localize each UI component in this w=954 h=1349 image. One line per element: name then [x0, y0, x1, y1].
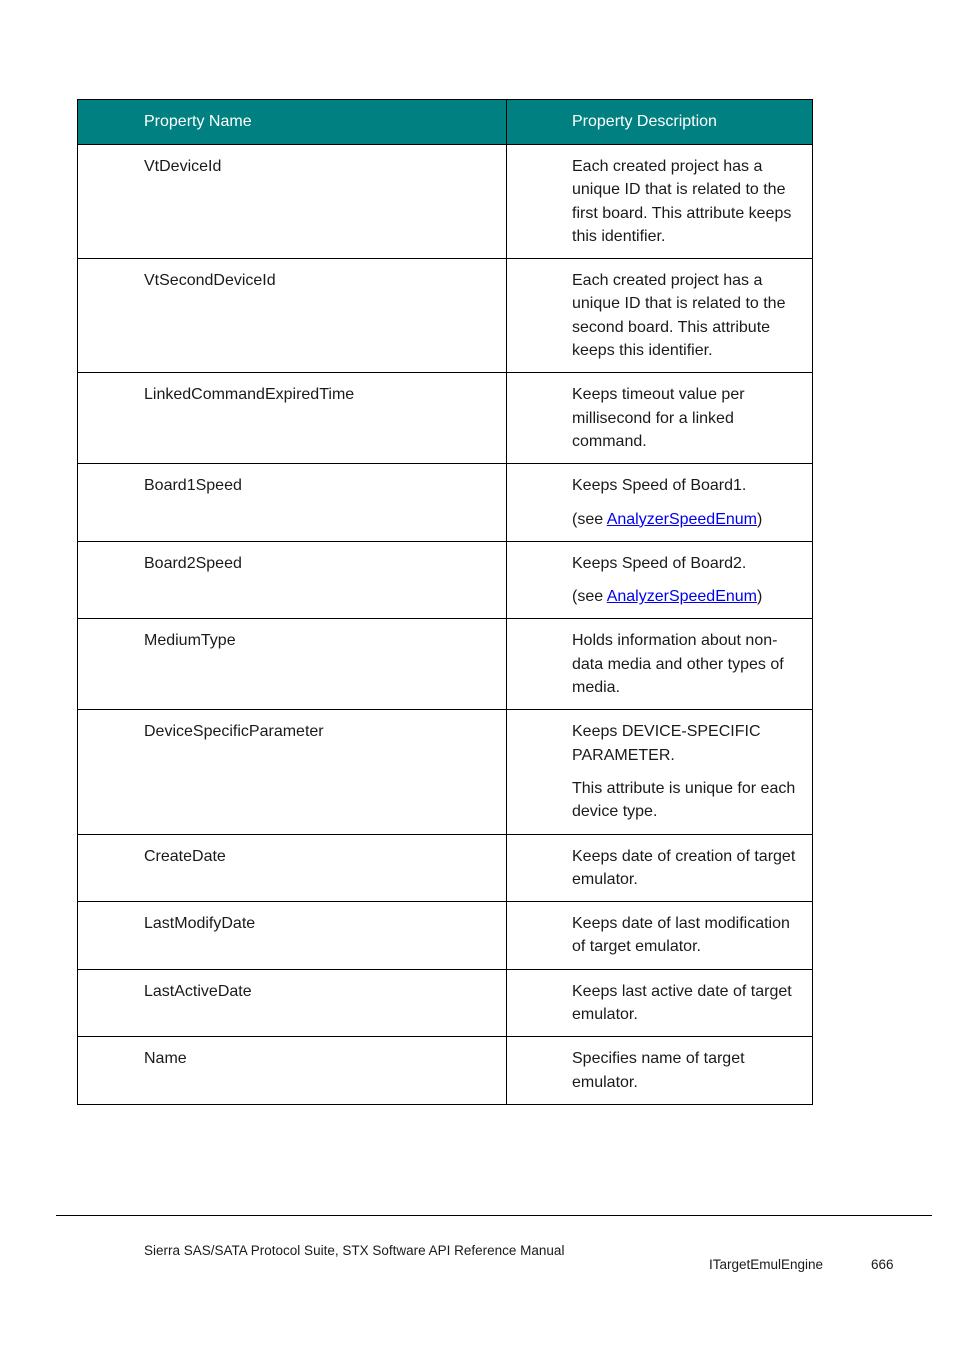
description-paragraph: Keeps DEVICE-SPECIFIC PARAMETER.	[572, 723, 761, 764]
footer-manual-title: Sierra SAS/SATA Protocol Suite, STX Software API Reference Manual	[144, 1243, 565, 1258]
property-description-cell	[507, 259, 813, 373]
property-name-cell: LastActiveDate	[78, 969, 507, 1037]
footer-divider	[56, 1215, 932, 1216]
description-paragraph: Keeps Speed of Board2.	[572, 554, 747, 572]
property-name-cell: VtSecondDeviceId	[78, 259, 507, 373]
property-name-cell: MediumType	[78, 619, 507, 710]
footer-section-name: ITargetEmulEngine	[709, 1257, 824, 1272]
table-row	[78, 710, 813, 834]
table-row	[78, 259, 813, 373]
description-paragraph: This attribute is unique for each device type.	[572, 779, 796, 821]
see-also-suffix: )	[757, 510, 763, 528]
see-also-prefix: (see	[572, 588, 607, 606]
property-description-cell	[507, 969, 813, 1037]
column-header-property-description: Property Description	[507, 100, 813, 145]
description-paragraph: Keeps Speed of Board1.	[572, 477, 747, 495]
property-name-cell: DeviceSpecificParameter	[78, 710, 507, 834]
description-paragraph: Keeps timeout value per millisecond for a linked command.	[572, 386, 745, 450]
table-row	[78, 902, 813, 970]
property-description-cell	[507, 619, 813, 710]
column-header-property-name: Property Name	[78, 100, 507, 145]
table-row	[78, 1037, 813, 1105]
property-name-cell: Board1Speed	[78, 464, 507, 542]
property-name-cell: LinkedCommandExpiredTime	[78, 373, 507, 464]
property-description-cell	[507, 902, 813, 970]
table-row	[78, 969, 813, 1037]
table-row	[78, 834, 813, 902]
property-description-cell	[507, 464, 813, 542]
table-row	[78, 464, 813, 542]
table-body	[78, 145, 813, 1105]
see-also-suffix: )	[757, 588, 763, 606]
property-name-cell: CreateDate	[78, 834, 507, 902]
property-name-cell: LastModifyDate	[78, 902, 507, 970]
see-also-paragraph	[572, 585, 804, 608]
property-name-cell: Board2Speed	[78, 541, 507, 619]
analyzer-speed-enum-link[interactable]: AnalyzerSpeedEnum	[606, 510, 757, 528]
property-name-cell: VtDeviceId	[78, 145, 507, 259]
property-description-cell	[507, 834, 813, 902]
description-paragraph: Specifies name of target emulator.	[572, 1050, 745, 1091]
see-also-paragraph	[572, 508, 804, 531]
property-description-cell	[507, 541, 813, 619]
property-description-cell	[507, 710, 813, 834]
property-name-cell: Name	[78, 1037, 507, 1105]
table-row	[78, 145, 813, 259]
description-paragraph: Holds information about non-data media and other types of media.	[572, 632, 784, 697]
analyzer-speed-enum-link[interactable]: AnalyzerSpeedEnum	[606, 588, 757, 606]
see-also-prefix: (see	[572, 510, 607, 528]
property-description-cell	[507, 373, 813, 464]
property-table	[77, 99, 813, 1105]
table-row	[78, 619, 813, 710]
table-row	[78, 373, 813, 464]
table-row	[78, 541, 813, 619]
description-paragraph: Keeps last active date of target emulator.	[572, 982, 792, 1024]
description-paragraph: Keeps date of last modification of target emulator.	[572, 915, 790, 956]
description-paragraph: Keeps date of creation of target emulator.	[572, 847, 796, 888]
description-paragraph: Each created project has a unique ID that is related to the second board. This attribute keeps this identifier.	[572, 272, 786, 360]
property-description-cell	[507, 1037, 813, 1105]
table-header-row	[78, 100, 813, 145]
footer-page-number: 666	[871, 1257, 894, 1272]
property-description-cell	[507, 145, 813, 259]
description-paragraph: Each created project has a unique ID that is related to the first board. This attribute keeps this identifier.	[572, 158, 792, 245]
